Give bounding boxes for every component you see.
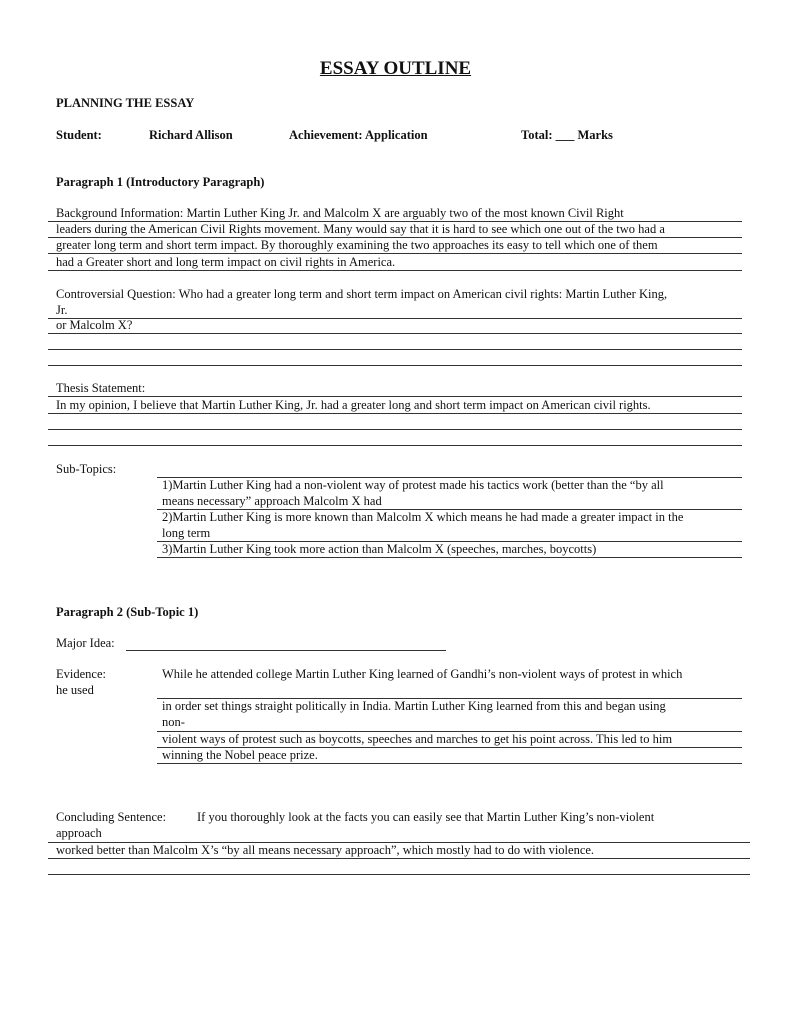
- writing-line: [48, 270, 742, 271]
- writing-line: [48, 349, 742, 350]
- achievement-label: Achievement: Application: [289, 128, 428, 142]
- subtopic-line: 3)Martin Luther King took more action than Malcolm X (speeches, marches, boycotts): [162, 542, 597, 556]
- writing-line: [157, 557, 742, 558]
- background-line: had a Greater short and long term impact on civil rights in America.: [56, 255, 396, 269]
- evidence-line: violent ways of protest such as boycotts, speeches and marches to get his point across. This led to him: [162, 732, 673, 746]
- controversial-question-line: Controversial Question: Who had a greater long term and short term impact on American civil rights: Martin Luther King,: [56, 287, 668, 301]
- student-name: Richard Allison: [149, 128, 233, 142]
- background-line: Background Information: Martin Luther King Jr. and Malcolm X are arguably two of the most known Civil Right: [56, 206, 624, 220]
- paragraph-2-heading: Paragraph 2 (Sub-Topic 1): [56, 605, 199, 619]
- writing-line: [48, 396, 742, 397]
- evidence-label: Evidence:: [56, 667, 106, 681]
- background-line: leaders during the American Civil Rights movement. Many would say that it is hard to see which one out of the two had a: [56, 222, 665, 236]
- writing-line: [48, 429, 742, 430]
- document-title: ESSAY OUTLINE: [319, 58, 472, 79]
- writing-line: [48, 365, 742, 366]
- background-line: greater long term and short term impact. By thoroughly examining the two approaches its easy to tell which one of them: [56, 238, 658, 252]
- writing-line: [48, 858, 750, 859]
- subtopic-line: means necessary” approach Malcolm X had: [162, 494, 382, 508]
- thesis-text: In my opinion, I believe that Martin Luther King, Jr. had a greater long and short term impact on American civil rights.: [56, 398, 651, 412]
- concluding-label: Concluding Sentence:: [56, 810, 167, 824]
- writing-line: [48, 253, 742, 254]
- evidence-label-continuation: he used: [56, 683, 94, 697]
- subtopic-line: long term: [162, 526, 211, 540]
- major-idea-label: Major Idea:: [56, 636, 115, 650]
- section-heading: PLANNING THE ESSAY: [56, 96, 195, 110]
- writing-line: [48, 874, 750, 875]
- subtopic-line: 1)Martin Luther King had a non-violent way of protest made his tactics work (better than the “by all: [162, 478, 664, 492]
- controversial-question-line: Jr.: [56, 303, 68, 317]
- evidence-line: in order set things straight politically in India. Martin Luther King learned from this and began using: [162, 699, 666, 713]
- concluding-line: approach: [56, 826, 102, 840]
- paragraph-1-heading: Paragraph 1 (Introductory Paragraph): [56, 175, 265, 189]
- writing-line: [48, 445, 742, 446]
- subtopics-label: Sub-Topics:: [56, 462, 117, 476]
- writing-line: [48, 318, 742, 319]
- major-idea-blank: [126, 650, 446, 651]
- thesis-label: Thesis Statement:: [56, 381, 146, 395]
- writing-line: [48, 333, 742, 334]
- concluding-line: If you thoroughly look at the facts you can easily see that Martin Luther King’s non-violent: [197, 810, 655, 824]
- student-label: Student:: [56, 128, 102, 142]
- controversial-question-line: or Malcolm X?: [56, 318, 133, 332]
- subtopic-line: 2)Martin Luther King is more known than Malcolm X which means he had made a greater impact in the: [162, 510, 684, 524]
- concluding-line: worked better than Malcolm X’s “by all means necessary approach”, which mostly had to do with violence.: [56, 843, 595, 857]
- writing-line: [48, 413, 742, 414]
- total-marks: Total: ___ Marks: [521, 128, 613, 142]
- evidence-line: non-: [162, 715, 185, 729]
- evidence-line: winning the Nobel peace prize.: [162, 748, 318, 762]
- writing-line: [157, 763, 742, 764]
- evidence-line: While he attended college Martin Luther King learned of Gandhi’s non-violent ways of protest in which: [162, 667, 683, 681]
